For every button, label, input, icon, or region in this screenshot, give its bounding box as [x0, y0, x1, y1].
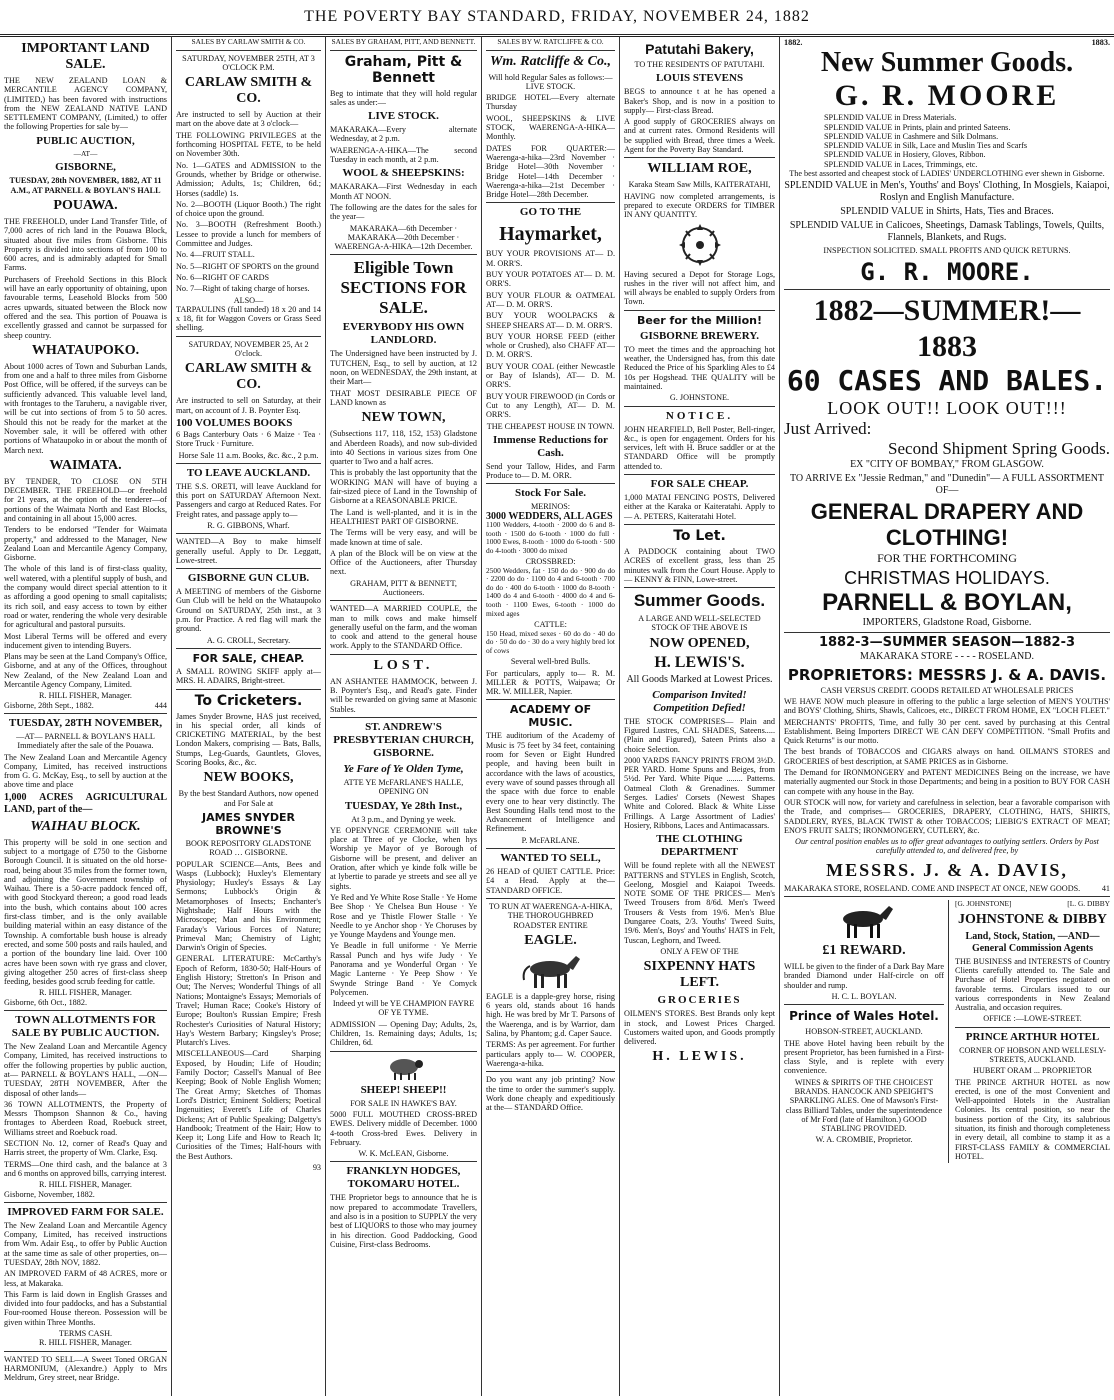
- signature-3-date: Gisborne, November, 1882.: [4, 1189, 95, 1199]
- auction-place: GISBORNE,: [55, 161, 116, 174]
- davis-offer: WE HAVE NOW much pleasure in offering to the public a large selection of MEN'S YOUTHS' and BOYS' Clothing, Shirts, Shawls, Calicoes, etc., DIRECT FROM HOME, EX "LOCH FLEET.": [784, 696, 1110, 716]
- lewis-heading: H. LEWIS'S.: [654, 653, 745, 671]
- signature-3: R. HILL FISHER, Manager.: [39, 1180, 132, 1190]
- privilege-2: No. 2—BOOTH (Liquor Booth.) The right of choice upon the ground.: [176, 199, 321, 219]
- to-arrive: TO ARRIVE Ex "Jessie Redman," and "Dunedin"— A FULL ASSORTMENT OF—: [789, 472, 1105, 496]
- saw-blade-icon: [670, 222, 730, 268]
- tokomaru-text: THE Proprietor begs to announce that he is now prepared to accommodate Travellers, and also is in a position to SUPPLY the very best of LIQUORS to those who may journey in his direction. Good Paddocking, Good Cuisine, First-class Bedrooms.: [330, 1193, 477, 1249]
- miller-potts: For particulars, apply to— R. M. MILLER & POTTS, Waipawa; Or MR. W. MILLER, Napier.: [486, 668, 615, 697]
- look-out: LOOK OUT!! LOOK OUT!!!: [827, 397, 1067, 418]
- cricketers-heading: To Cricketers.: [194, 692, 303, 709]
- farm-intro: The New Zealand Loan and Mercantile Agency Company, Limited, has received instructions from Wm. Adair Esq., to offer by Public Auction at the same time as sale of other properties, on— TUESDAY, 28th NOV, 1882.: [4, 1220, 167, 1267]
- tag-dibby: [L. G. DIBBY: [1067, 899, 1110, 909]
- column-5: [620, 36, 780, 1396]
- parnell-hall: —AT— PARNELL & BOYLAN'S HALL Immediately after the sale of the Pouawa.: [16, 731, 155, 751]
- own-landlord: EVERYBODY HIS OWN LANDLORD.: [342, 321, 465, 347]
- pouawa-text: THE FREEHOLD, under Land Transfer Title, of 7,000 acres of rich land in the Pouawa Block, situated about five miles from Gisborne. This Property is divided into sections of from 100 to 600 acres, and is admirably adapted for Small Farms.: [4, 216, 167, 273]
- hubert-oram: HUBERT ORAM ... PROPRIETOR: [973, 1066, 1092, 1076]
- importers: IMPORTERS, Gladstone Road, Gisborne.: [862, 616, 1032, 628]
- land-stock-station: Land, Stock, Station, —AND— General Commission Agents: [965, 930, 1100, 954]
- sale-date-2: SATURDAY, NOVEMBER 25, At 2 O'clock.: [188, 339, 309, 359]
- crombie-signature: W. A. CROMBIE, Proprietor.: [815, 1135, 913, 1145]
- column-2: [172, 36, 326, 1396]
- bakery-text: BEGS to announce t at he has opened a Baker's Shop, and is now in a position to supply— First-class Bread.: [624, 87, 775, 115]
- volumes-books: 100 VOLUMES BOOKS: [176, 416, 293, 429]
- value-2: SPLENDID VALUE in Prints, plain and printed Sateens.: [824, 122, 1011, 132]
- wool-sale: MAKARAKA—First Wednesday in each Month AT NOON.: [330, 182, 477, 201]
- quarter-dates: DATES FOR QUARTER:— Waerenga-a-hika—23rd November · Bridge Hotel—30th November · Bridge Hotel—14th December · Waerenga-a-hika—21st December · Bridge Hotel—28th December.: [486, 143, 615, 200]
- new-summer-goods: New Summer Goods.: [820, 47, 1074, 79]
- masthead: THE POVERTY BAY STANDARD, FRIDAY, NOVEMBER 24, 1882: [0, 0, 1114, 37]
- eagle-heading: EAGLE.: [524, 932, 577, 948]
- easy-terms: The Terms will be very easy, and will be made known at time of sale.: [330, 528, 477, 547]
- whataupoko-text: About 1000 acres of Town and Suburban Lands, from one and a half to three miles from Gisborne Post Office, will be offered, if the surveys can be sufficiently advanced. This valuable level land, with frontages to the Taruheru, a navigable river, will be cut into sections of from 5 to 50 acres. Should this not be ready for the market at the November sale, it will be offered with other portions of Whataupoko in or about the month of March next.: [4, 361, 167, 455]
- cattle-list: 150 Head, mixed sexes · 60 do do · 40 do do · 50 do do · 30 do a very highly bred lot of cows: [486, 628, 615, 655]
- bulls: Several well-bred Bulls.: [510, 657, 591, 667]
- at-label: —AT—: [73, 148, 98, 158]
- signature-1-date: Gisborne, 28th Sept., 1882.: [4, 700, 94, 710]
- johnstone-signature: G. JOHNSTONE.: [669, 393, 730, 403]
- working-man: This is probably the last opportunity that the WORKING MAN will have of buying a fair-sized piece of Land in the Township of Gisborne at a REASONABLE PRICE.: [330, 468, 477, 506]
- makaraka-sale: MAKARAKA—Every alternate Wednesday, at 2 p.m.: [330, 125, 477, 144]
- tuesday-heading: TUESDAY, 28TH NOVEMBER,: [8, 716, 163, 729]
- waihau-heading: WAIHAU BLOCK.: [30, 818, 141, 834]
- patutahi-residents: TO THE RESIDENTS OF PATUTAHI.: [634, 60, 765, 69]
- acres-line: 1,000 ACRES AGRICULTURAL LAND, part of the—: [4, 791, 167, 815]
- miscellaneous: MISCELLANEOUS—Card Sharping Exposed, by Houdin; Life of Houdin; Family Doctor; Cassell's Manual of Bee Keeping; Book of Noble English Women; The Great Army; Sketches of Thomas Lord's District; Eminent Soldiers; Poetical Ingenuities; Everett's Life of Charles Dickens; Art of Public Speaking; Dalgetty's Handbook; Treatment of the Hair; How to Keep it; Long Life and How to Reach It; Curiosities of the Times; Half-hours with the Best Authors.: [176, 1049, 321, 1161]
- buy-firewood: BUY YOUR FIREWOOD (in Cords or Cut to any Length), AT— D. M. ORR'S.: [486, 391, 615, 420]
- new-books-text: By the best Standard Authors, now opened and For Sale at: [178, 789, 319, 808]
- ratcliffe-intro: Will hold Regular Sales as follows:— LIVE STOCK.: [488, 72, 613, 91]
- buy-provisions: BUY YOUR PROVISIONS AT— D. M. ORR'S.: [486, 249, 615, 268]
- waerenga-run: TO RUN AT WAERENGA-A-HIKA, THE THOROUGHBRED ROADSTER ENTIRE: [488, 901, 613, 930]
- carlaw-firm-1: CARLAW SMITH & CO.: [184, 75, 313, 107]
- value-5: SPLENDID VALUE in Hosiery, Gloves, Ribbon.: [824, 150, 986, 160]
- saw-mills: Karaka Steam Saw Mills, KAITERATAHI,: [628, 180, 771, 190]
- privilege-4: No. 4—FRUIT STALL.: [176, 250, 255, 260]
- brewery-text: TO meet the times and the approaching hot weather, the Undersigned has, from this date Reduced the Price of his Sparkling Ales to £4 10s per Hogshead. THE QUALITY will be maintained.: [624, 344, 775, 391]
- eagle-text: EAGLE is a dapple-grey horse, rising 6 years old, stands about 16 hands high. He was bred by Mr T. Parsons of the Waerenga, and is by Warrior, dam Salina, by Phantom; g.d. Caper Sauce.: [486, 991, 615, 1039]
- christmas-holidays: CHRISTMAS HOLIDAYS.: [844, 567, 1050, 588]
- admission-text: ADMISSION — Opening Day; Adults, 2s, Children, 1s. Remaining days; Adults, 1s; Children, 6d.: [330, 1019, 477, 1048]
- stock-for-sale: Stock For Sale.: [515, 487, 586, 500]
- crossbred-list: 2500 Wedders, fat · 150 do do · 900 do do · 2200 do do · 1100 do 4 and 6-tooth · 700 do do · 400 do 6-tooth · 1000 do 8-tooth · 1400 do 4 and 6-tooth · 4000 do 4 and 6-tooth · 1100 Ewes, 6-tooth · 1000 do mixed ages: [486, 565, 615, 618]
- hawkes-bay: FOR SALE IN HAWKE'S BAY.: [350, 1098, 457, 1108]
- privilege-5: No. 5—RIGHT OF SPORTS on the ground: [176, 261, 319, 271]
- carlaw-firm-2: CARLAW SMITH & CO.: [184, 361, 313, 393]
- oreti-text: THE S.S. ORETI, will leave Auckland for this port on SATURDAY Afternoon Next. Passengers and cargo at Reduced Rates. For Freight rates, and passage apply to—: [176, 481, 321, 519]
- desirable-land: THAT MOST DESIRABLE PIECE OF LAND known as: [330, 388, 477, 407]
- land-sale-intro: THE NEW ZEALAND LOAN & MERCANTILE AGENCY COMPANY, (LIMITED,) has been favored with instructions from the NEW ZEALAND NATIVE LAND SETTLEMENT COMPANY, (Limited,) to offer the following Properties for sale by—: [4, 76, 167, 132]
- signature-4: R. HILL FISHER, Manager.: [39, 1338, 132, 1348]
- tarpaulins: TARPAULINS (full tanded) 18 x 20 and 14 x 18, fit for Waggon Covers or Grass Seed shelling.: [176, 304, 321, 333]
- sale-date-1: SATURDAY, NOVEMBER 25TH, AT 3 O'CLOCK P.M.: [182, 53, 315, 72]
- value-6: SPLENDID VALUE in Laces, Trimmings, etc.: [824, 159, 978, 169]
- tutchen-text: The Undersigned have been instructed by J. TUTCHEN, Esq., to sell by auction, at 12 noon, on WEDNESDAY, the 29th instant, at their Mart—: [330, 349, 477, 387]
- groceries-heading: GROCERIES: [657, 994, 742, 1007]
- new-books-heading: NEW BOOKS,: [203, 770, 294, 786]
- column-4: [482, 36, 620, 1396]
- dates-intro: The following are the dates for the sales for the year—: [330, 202, 477, 222]
- ratcliffe-firm: Wm. Ratcliffe & Co.,: [489, 53, 612, 69]
- reward-heading: £1 REWARD.: [822, 943, 906, 959]
- merinos-list: 1100 Wedders, 4-tooth · 2000 do 6 and 8-tooth · 1500 do 6-tooth · 1000 do full · 1000 Ewes, 8-tooth · 1000 do 6-tooth · 500 do 4-tooth · 3000 do mixed: [486, 519, 615, 555]
- olden-tyme: Ye Fare of Ye Olden Tyme,: [343, 762, 464, 775]
- horse-sale: Horse Sale 11 a.m. Books, &c. &c., 2 p.m.: [178, 450, 319, 460]
- gpb-sales-header: SALES BY GRAHAM, PITT, AND BENNETT.: [331, 37, 476, 46]
- ewes-5000: 5000 FULL MOUTHED CROSS-BRED EWES. Delivery middle of December. 1000 4-tooth Cross-bred Ewes. Delivery in February.: [330, 1109, 477, 1147]
- go-to-the: GO TO THE: [519, 206, 582, 219]
- privilege-6: No. 6—RIGHT OF CARDS: [176, 272, 270, 282]
- allotments-intro: The New Zealand Loan and Mercantile Agency Company, Limited, has received instructions to offer the following properties by public auction, at— PARNELL & BOYLAN'S HALL, —ON— TUESDAY, 28TH NOVEMBER, After the disposal of other lands—: [4, 1042, 167, 1098]
- value-1: SPLENDID VALUE in Dress Materials.: [824, 113, 957, 123]
- live-stock-heading: LIVE STOCK.: [368, 110, 439, 123]
- waimata-quality: The whole of this land is of first-class quality, well watered, with a plentiful supply of bush, and the company would direct special attention to it as affording a good opening to small capitalists; its rich soil, and easy access to town by either road or water, rendering the whole very desirable for agricultural and pastoral pursuits.: [4, 564, 167, 630]
- browne-heading: JAMES SNYDER BROWNE'S: [201, 810, 296, 837]
- for-sale-cheap: FOR SALE, CHEAP.: [192, 651, 305, 665]
- waimata-text: BY TENDER, TO CLOSE ON 5TH DECEMBER. THE FREEHOLD—or freehold for 21 years, at the option of the tenderer—of portions of the Waimata North and East Blocks, and containing in all about 15,000 acres.: [4, 476, 167, 523]
- reward-text: WILL be given to the finder of a Dark Bay Mare branded Diamond under Half-circle on off shoulder and rump.: [784, 962, 944, 990]
- waerenga-sale: WAERENGA-A-HIKA—The second Tuesday in each month, at 2 p.m.: [330, 145, 477, 165]
- brewery-heading: GISBORNE BREWERY.: [639, 329, 760, 342]
- notice-heading: NOTICE.: [665, 409, 734, 422]
- immense-reductions: Immense Reductions for Cash.: [493, 433, 608, 459]
- sale-dates: MAKARAKA—6th December · MAKARAKA—20th December · WAERENGA-A-HIKA—12th December.: [334, 223, 473, 252]
- carlaw-intro: Are instructed to sell by Auction at their mart on the above date at 3 o'clock—: [176, 110, 321, 129]
- comparison-invited: Comparison Invited! Competition Defied!: [652, 688, 747, 714]
- our-stock: OUR STOCK will now, for variety and carefulness in selection, bear a favorable comparison with the Trade, and comprises— GROCERIES, DRAPERY, CLOTHING, HATS, SHIRTS, SADDLERY, RYES, BLACK TWIST & other TOBACCOS; LIEBIG'S EXTRACT OF MEAT; ENO'S FRUIT SALTS; IRONMONGERY, CUTLERY, &c.: [784, 797, 1110, 835]
- auction-date: TUESDAY, 28th NOVEMBER, 1882, AT 11 A.M., AT PARNELL & BOYLAN'S HALL: [9, 176, 162, 195]
- sixpenny-hats: SIXPENNY HATS LEFT.: [643, 959, 756, 991]
- davis-proprietors: PROPRIETORS: MESSRS J. & A. DAVIS.: [787, 665, 1107, 684]
- year-1883: 1883.: [1091, 38, 1110, 47]
- send-tallow: Send your Tallow, Hides, and Farm Produce to— D. M. ORR.: [486, 461, 615, 481]
- lowest-prices: All Goods Marked at Lowest Prices.: [626, 673, 773, 685]
- stalles-list: Ye Red and Ye White Rose Stalle · Ye Home Bee Shop · Ye Chelsea Bun House · Ye Rose and ye Thistle Flower Stalle · Ye Needle to ye Anchor shop · Ye Choruses by ye Younge Maydens and Younge men.: [330, 892, 477, 940]
- summer-season: 1882-3—SUMMER SEASON—1882-3: [818, 634, 1076, 650]
- waihau-intro: The New Zealand Loan and Mercantile Agency Company, Limited, has received instructions from G. G. McKay, Esq., to sell by auction at the above time and place: [4, 752, 167, 790]
- mcfarlane-signature: P. McFARLANE.: [521, 835, 580, 845]
- liberal-terms: Most Liberal Terms will be offered and every inducement given to intending Buyers.: [4, 631, 167, 650]
- hearfield-notice: JOHN HEARFIELD, Bell Poster, Bell-ringer, &c., is open for engagement. Orders for his services, left with H. Bruce saddler or at the STANDARD Office will be promptly attended to.: [624, 424, 775, 471]
- prince-of-wales: Prince of Wales Hotel.: [789, 1009, 939, 1024]
- office-lowe: OFFICE :—LOWE-STREET.: [983, 1014, 1082, 1024]
- column-1: [0, 36, 172, 1396]
- gpb-intro: Beg to intimate that they will hold regular sales as under:—: [330, 88, 477, 107]
- poynter-sale: Are instructed to sell on Saturday, at their mart, on account of J. B. Poynter Esq.: [176, 396, 321, 415]
- large-stock: A LARGE AND WELL-SELECTED STOCK OF THE ABOVE IS: [638, 614, 761, 633]
- privileges-text: THE FOLLOWING PRIVILEGES at the forthcoming HOSPITAL FETE, to be held on November 30th.: [176, 130, 321, 159]
- beer-heading: Beer for the Million!: [637, 313, 762, 327]
- eligible-town-heading: Eligible Town SECTIONS FOR SALE.: [340, 258, 467, 318]
- signature-1: R. HILL FISHER, Manager.: [39, 691, 132, 701]
- terms-cash: TERMS CASH.: [58, 1329, 113, 1339]
- column-3: [326, 36, 482, 1396]
- general-literature: GENERAL LITERATURE: McCarthy's Epoch of Reform, 1830-50; Half-Hours of English History; Stretton's In Prison and Out; The Nerves; Wonderful Things of all Nations; Montaigne's Essays; Memorials of Travel; Human Race; Cooke's History of Europe; Boulton's Russian Empire; Fresh Rochester's Curiosities of Natural History; Hay's Western Barbary; Kingsley's Prose; Plutarch's Lives.: [176, 954, 321, 1048]
- sale-items: 6 Bags Canterbury Oats · 6 Maize · Tea · Store Truck · Furniture.: [176, 429, 321, 449]
- lost-heading: LOST.: [373, 657, 434, 673]
- fancy-prints: 2000 YARDS FANCY PRINTS FROM 3½D. PER YARD. Home Spuns and Beiges, from 5½d. Per Yard. White Pique ........ Patterns. Oatmeal Cloth & Grenadines. Summer Serges. Ladies' Corsets (Newest Shapes White and Colored. Black & White Lisse Frillings. A Large Assortment of Ladies' Hosiery, Ribbons, Laces and Antimacassars.: [624, 755, 775, 830]
- second-shipment: Second Shipment Spring Goods.: [888, 438, 1110, 458]
- hobson-street: HOBSON-STREET, AUCKLAND.: [805, 1027, 923, 1037]
- for-sale-cheap-5: FOR SALE CHEAP.: [650, 478, 749, 491]
- cash-credit: CASH VERSUS CREDIT. GOODS RETAILED AT WHOLESALE PRICES: [820, 685, 1074, 695]
- wool-sheepskins: WOOL, SHEEPSKINS & LIVE STOCK, WAERENGA-A-HIKA—Monthly.: [486, 113, 615, 142]
- paddock-text: A PADDOCK containing about TWO ACRES of excellent grass, less than 25 minutes walk from the Court House. Apply to— KENNY & FINN, Lowe-street.: [624, 546, 775, 584]
- gr-moore-heading: G. R. MOORE: [834, 79, 1060, 113]
- waimata-tender: Tenders to be endorsed "Tender for Waimata property," and addressed to the Manager, New Zealand Loan and Mercantile Agency Company, Gisborne.: [4, 525, 167, 563]
- buy-woolpacks: BUY YOUR WOOLPACKS & SHEEP SHEARS AT— D. M. ORR'S.: [486, 311, 615, 330]
- skiff-ad: A SMALL ROWING SKIFF apply at— MRS. H. ADAIRS, Bright-street.: [176, 666, 321, 686]
- buy-flour: BUY YOUR FLOUR & OATMEAL AT— D. M. ORR'S.: [486, 290, 615, 309]
- improved-farm-heading: IMPROVED FARM FOR SALE.: [7, 1205, 164, 1218]
- summer-goods-heading: Summer Goods.: [633, 591, 766, 611]
- wanted-to-sell: WANTED TO SELL,: [500, 852, 601, 865]
- makaraka-store: MAKARAKA STORE - - - - ROSELAND.: [860, 650, 1034, 662]
- oilmens-stores: OILMEN'S STORES. Best Brands only kept in stock, and Lowest Prices Charged. Customers waited upon, and Goods promptly delivered.: [624, 1009, 775, 1047]
- bridge-hotel: BRIDGE HOTEL—Every alternate Thursday: [486, 93, 615, 112]
- hobson-wellesly: CORNER OF HOBSON AND WELLESLY-STREETS, AUCKLAND.: [959, 1045, 1106, 1064]
- ad-number-41: 41: [1101, 883, 1110, 893]
- waihau-text: This property will be sold in one section and subject to a mortgage of £750 to the Gisborne Borough Council. It is situated on the old horse-road, being about 35 miles from the former town, and adjoining the Government township of Waihau. There is a 50-acre paddock fenced off, with good Stockyard thereon; a good road leads into the bush, which contains about 100 acres first-class timber, and is the only available building material within an easy distance of the Township. A comfortable bush house is already erected, and some 500 posts and rails hauled, and a portion of the boundary line laid. Over 100 acres have been sown with rye grass and clover, giving altogether 250 acres of first-class sheep feeding, besides good scrub feeding for cattle.: [4, 837, 167, 987]
- city-of-bombay: EX "CITY OF BOMBAY," FROM GLASGOW.: [850, 458, 1044, 470]
- buy-potatoes: BUY YOUR POTATOES AT— D. M. ORR'S.: [486, 270, 615, 289]
- healthiest-part: The Land is well-planted, and it is in the HEALTHIEST PART OF GISBORNE.: [330, 507, 477, 526]
- gpb-signature: GRAHAM, PITT & BENNETT, Auctioneers.: [350, 578, 457, 597]
- mare-icon: [829, 902, 899, 940]
- job-printing: Do you want any job printing? Now the time to order the summer's supply. Work done cheaply and expeditiously at the— STANDARD Office.: [486, 1075, 615, 1113]
- organ-ad: WANTED TO SELL—A Sweet Toned ORGAN HARMONIUM, (Alexandre.) Apply to Mrs Meldrum, Grey street, near Bridge.: [4, 1354, 167, 1383]
- depot-text: Having secured a Depot for Storage Logs, rushes in the river will not affect him, and will always be enabled to supply Orders from Town.: [624, 269, 775, 307]
- davis-footer: MESSRS. J. & A. DAVIS,: [826, 859, 1068, 880]
- underclothing: The best assorted and cheapest stock of LADIES' UNDERCLOTHING ever shewn in Gisborne.: [789, 169, 1105, 179]
- boylan-signature: H. C. L. BOYLAN.: [831, 991, 897, 1001]
- academy-heading: ACADEMY OF MUSIC.: [509, 703, 592, 730]
- new-town-heading: NEW TOWN,: [361, 410, 446, 426]
- allotment-terms: TERMS—One third cash, and the balance at 3 and 6 months on approved bills, carrying interest.: [4, 1159, 167, 1178]
- summer-banner: 1882—SUMMER!—1883: [813, 293, 1081, 363]
- calicoes: SPLENDID VALUE in Calicoes, Sheetings, Damask Tablings, Towels, Quilts, Flannels, Blankets, and Rugs.: [789, 220, 1105, 244]
- column-6: [780, 36, 1114, 1396]
- cricket-text: James Snyder Browne, HAS just received, in his special order, all kinds of CRICKETING MATERIAL, by the best London Makers, comprising — Bats, Balls, Stumps, Leg-Guards, Gauntlets, Gloves, Scoring Books, &c., &c.: [176, 711, 321, 768]
- signature-2: R. HILL FISHER, Manager.: [39, 988, 132, 998]
- privilege-3: No. 3—BOOTH (Refreshment Booth.) Lessee to provide a lunch for members of Committee and Judges.: [176, 220, 321, 249]
- william-roe: WILLIAM ROE,: [647, 161, 752, 177]
- ironmongery: The Demand for IRONMONGERY and PATENT MEDICINES Being on the increase, we have materially augmented our Stock in those Departments; and being in a position to BUY FOR CASH can compete with any house in the Bay.: [784, 768, 1110, 796]
- plans-text: Plans may be seen at the Land Company's Office, Gisborne, and at any of the Offices, throughout New Zealand, of the New Zealand Loan and Mercantile Agency Company, Limited.: [4, 652, 167, 690]
- forthcoming: FOR THE FORTHCOMING: [877, 550, 1017, 565]
- pouawa-text-2: Purchasers of Freehold Sections in this Block will have an early opportunity of obtaining, upon favourable terms, Leasehold Blocks from 500 acres upwards, situated between the Block now offered and the sea. This portion of Pouawa is excellently grassed and cannot be surpassed for sheep country.: [4, 274, 167, 340]
- public-auction: PUBLIC AUCTION,: [36, 134, 135, 147]
- horse-icon: [516, 952, 586, 990]
- cooper-terms: TERMS: As per agreement. For further particulars apply to— W. COOPER, Waerenga-a-hika.: [486, 1040, 615, 1068]
- ad-number-93: 93: [312, 1163, 321, 1173]
- merchants-profits: MERCHANTS' PROFITS, Time, and fully 30 per cent. saved by purchasing at this Central Establishment. Being Importers DIRECT WE CAN DEFY COMPETITION. "Small Profits and Quick Returns" is our motto.: [784, 717, 1110, 746]
- stock-comprises: THE STOCK COMPRISES— Plain and Figured Lustres, CAL SHADES, Sateens.....(Plain and Figured), Sateen Prints also a choice Selection.: [624, 716, 775, 754]
- value-4: SPLENDID VALUE in Silk, Lace and Muslin Ties and Scarfs: [824, 141, 1028, 151]
- tag-johnstone: [G. JOHNSTONE]: [955, 899, 1012, 909]
- farm-text: This Farm is laid down in English Grasses and divided into four paddocks, and has a Substantial Four-roomed House thereon. Possession will be given within Three Months.: [4, 1289, 167, 1327]
- clothing-department: THE CLOTHING DEPARTMENT: [656, 833, 743, 859]
- bakery-heading: Patutahi Bakery,: [645, 41, 754, 57]
- clothing-text: Will be found replete with all the NEWEST PATTERNS and STYLES in English, Scotch, Geelong, Mosgiel and Kaiapoi Tweeds. NOTE SOME OF THE PRICES— Men's Tweed Trousers from 8/6d. Men's Tweed Trousers & Vests from 19/6. Men's Blue Dungaree Coats, 2/3. Youths' Tweed Suits, 19/6. Men's, Boys' and Youths' HATS in Felt, Tuscan, Leghorn, and Tweed.: [624, 861, 775, 945]
- also-label: ALSO—: [233, 295, 264, 305]
- to-let-heading: To Let.: [673, 527, 726, 544]
- pouawa-heading: POUAWA.: [53, 197, 118, 213]
- subsections: (Subsections 117, 118, 152, 153) Gladstone and Aberdeen Roads), and now sub-divided into 40 Sections in various sizes from One quarter to Two and a half acres.: [330, 429, 477, 467]
- buy-horse-feed: BUY YOUR HORSE FEED (either whole or Crushed), also CHAFF AT— D. M. ORR'S.: [486, 331, 615, 360]
- johnstone-dibby: JOHNSTONE & DIBBY: [957, 911, 1108, 927]
- carlaw-sales-header: SALES BY CARLAW SMITH & CO.: [191, 37, 306, 46]
- gr-moore-footer: G. R. MOORE.: [860, 257, 1034, 286]
- louis-stevens: LOUIS STEVENS: [655, 72, 744, 85]
- haymarket-heading: Haymarket,: [499, 223, 602, 246]
- lewis-footer: H. LEWIS.: [652, 1049, 747, 1065]
- just-arrived: Just Arrived:: [784, 418, 872, 438]
- year-1882: 1882.: [784, 38, 803, 47]
- cattle-heading: CATTLE:: [534, 620, 567, 630]
- gun-club-heading: GISBORNE GUN CLUB.: [187, 572, 310, 585]
- town-allotments-heading: TOWN ALLOTMENTS FOR SALE BY PUBLIC AUCTION.: [11, 1014, 160, 1040]
- book-repository: BOOK REPOSITORY GLADSTONE ROAD … GISBORNE.: [185, 838, 312, 858]
- mclean-signature: W. K. McLEAN, Gisborne.: [358, 1149, 449, 1159]
- cases-and-bales: 60 CASES AND BALES.: [786, 363, 1108, 397]
- central-position: Our central position enables us to offer great advantages to outlying settlers. Orders by Post carefully attended to, and delivered free, by: [795, 837, 1099, 856]
- sheep-heading: SHEEP! SHEEP!!: [360, 1083, 447, 1096]
- gibbons-signature: R. G. GIBBONS, Wharf.: [207, 520, 290, 530]
- crossbred-heading: CROSSBRED:: [525, 557, 576, 567]
- tobaccos: The best brands of TOBACCOS and CIGARS always on hand. OILMAN'S STORES and GROCERIES of best description, at SAME PRICES as in Gisborne.: [784, 747, 1110, 766]
- allotments-36: 36 TOWN ALLOTMENTS, the Property of Messrs Thompson Shannon & Co., having frontages to Aberdeen Road, Roebuck street, Williams street and Roebuck road.: [4, 1099, 167, 1137]
- land-sale-heading: IMPORTANT LAND SALE.: [21, 41, 150, 72]
- farm-48-acres: AN IMPROVED FARM of 48 ACRES, more or less, at Makaraka.: [4, 1269, 167, 1288]
- prince-arthur: PRINCE ARTHUR HOTEL: [965, 1030, 1100, 1043]
- shirts-hats: SPLENDID VALUE in Shirts, Hats, Ties and Braces.: [840, 206, 1054, 218]
- wanted-boy: WANTED—A Boy to make himself generally useful. Apply to Dr. Leggatt, Lowe-street.: [176, 537, 321, 565]
- married-couple: WANTED—A MARRIED COUPLE, the man to milk cows and make himself generally useful on the farm, and the woman to cook and attend to the general house work. Apply to the STANDARD Office.: [330, 604, 477, 651]
- auckland-heading: TO LEAVE AUCKLAND.: [186, 466, 311, 479]
- wines-spirits: WINES & SPIRITS OF THE CHOICEST BRANDS. HANCOCK AND SPEIGHT'S SPARKLING ALES. One of Mawson's First-class Billiard Tables, under the superintendence of Mr Ford (late of Hamilton.) GOOD STABLING PROVIDED.: [785, 1077, 943, 1134]
- value-3: SPLENDID VALUE in Cashmere and Silk Dolmans.: [824, 131, 999, 141]
- now-opened: NOW OPENED,: [649, 635, 750, 651]
- croll-signature: A. G. CROLL, Secretary.: [206, 635, 291, 645]
- franklyn-heading: FRANKLYN HODGES, TOKOMARU HOTEL.: [346, 1165, 461, 1191]
- inspection-solicited: INSPECTION SOLICITED. SMALL PROFITS AND QUICK RETURNS.: [823, 246, 1071, 256]
- prince-arthur-text: THE PRINCE ARTHUR HOTEL as now erected, is one of the most Convenient and Well-appointed Hotels in the Australian Colonies. Its central position, so near the business portion of the City, its salubrious situation, its finish and thorough completeness in every detail, all combine to stamp it as a FIRST-CLASS FAMILY & COMMERCIAL HOTEL.: [955, 1077, 1110, 1161]
- privilege-7: No. 7—Right of taking charge of horses.: [176, 284, 310, 294]
- tuesday-28th: TUESDAY, Ye 28th Inst.,: [344, 799, 463, 812]
- plan-view: A plan of the Block will be on view at the Office of the Auctioneers, after Thursday next.: [330, 548, 477, 577]
- champion-fayre: Indeed yt will be YE CHAMPION FAYRE OF YE TYME.: [332, 999, 475, 1018]
- merinos-heading: MERINOS:: [530, 502, 571, 512]
- groceries-text: A good supply of GROCERIES always on and at current rates. Ormond Residents will be supplied with Bread, three times a Week. Agent for the Poverty Bay Standard.: [624, 117, 775, 155]
- academy-text: THE auditorium of the Academy of Music is 75 feet by 34 feet, containing room for Seven or Eight Hundred people, and having been built in accordance with the laws of acoustics, every wave of sound passes through all the space with due force to enable every one to hear very distinctly. The Best Sounding Halls tend most to the Advancement of Intelligence and Refinement.: [486, 731, 615, 834]
- section-12: SECTION No. 12, corner of Read's Quay and Harris street, the property of Wm. Clarke, Esq.: [4, 1139, 167, 1158]
- ratcliffe-header: SALES BY W. RATCLIFFE & CO.: [497, 37, 604, 46]
- ad-number-444: 444: [154, 700, 167, 710]
- gpb-firm: Graham, Pitt & Bennett: [344, 53, 463, 86]
- fencing-posts: 1,000 MATAI FENCING POSTS, Delivered either at the Karaka or Kaiteratahi. Apply to— A. PETERS, Kaiteratahi Hotel.: [624, 493, 775, 521]
- sheep-icon: [382, 1055, 426, 1081]
- wool-heading: WOOL & SHEEPSKINS:: [342, 167, 465, 180]
- buy-coal: BUY YOUR COAL (either Newcastle or Bay of Islands), AT— D. M. ORR'S.: [486, 361, 615, 390]
- hotel-rebuilt: THE above Hotel having been rebuilt by the present Proprietor, has been furnished in a First-class Style, and is replete with every convenience.: [784, 1038, 944, 1076]
- whataupoko-heading: WHATAUPOKO.: [31, 342, 140, 358]
- only-a-few: ONLY A FEW OF THE: [660, 946, 739, 956]
- ceremonie-text: YE OPENYNGE CEREMONIE will take place at Three of ye Clocke, when hys Worship ye Mayor of ye Borough of Gisborne will be present, and deliver an Oration, after which ye kinde folk wille be at lybertie to parade ye streets and see all ye sights.: [330, 825, 477, 891]
- cheapest-house: THE CHEAPEST HOUSE IN TOWN.: [486, 421, 615, 431]
- timber-orders: HAVING now completed arrangements, is prepared to execute ORDERS for TIMBER IN ANY QUANTITY.: [624, 191, 775, 220]
- parnell-boylan: PARNELL & BOYLAN,: [822, 588, 1072, 616]
- mcfarlane-halle: ATTE YE McFARLANE'S HALLE, OPENING ON: [343, 777, 464, 797]
- business-interests: THE BUSINESS and INTERESTS of Country Clients carefully attended to. The Sale and Purchase of Hotel Properties negotiated on favorable terms. Circulars issued to our various correspondents in New Zealand Australia, and occasion requires.: [955, 956, 1110, 1013]
- gun-club-text: A MEETING of members of the Gisborne Gun Club will be held on the Whataupoko Ground on SATURDAY, 25th inst., at 3 p.m. for Practice. A red flag will mark the ground.: [176, 587, 321, 634]
- quiet-cattle: 26 HEAD of QUIET CATTLE. Price: £4 a Head. Apply at the— STANDARD OFFICE.: [486, 867, 615, 895]
- come-and-inspect: MAKARAKA STORE, ROSELAND. COME AND INSPECT AT ONCE, NEW GOODS.: [784, 883, 1081, 893]
- hammock-ad: AN ASHANTEE HAMMOCK, between J. B. Poynter's Esq., and Read's gate. Finder will be rewarded on giving same at Masonic Stables.: [330, 676, 477, 714]
- amusements-list: Ye Beadle in full uniforme · Ye Merrie Rassal Punch and hys wife Judy · Ye Panorama and ye Wonderful Organ · Ye Magic Lanterne · Ye Peep Show · Ye Swynde Stringe Band · Ye Comyck Polycemen.: [330, 941, 477, 997]
- wedders-3000: 3000 WEDDERS, ALL AGES: [486, 510, 613, 522]
- signature-2-date: Gisborne, 6th Oct., 1882.: [4, 997, 88, 1007]
- mens-clothing: SPLENDID VALUE in Men's, Youths' and Boys' Clothing, In Mosgiels, Kaiapoi, Roslyn and English Manufacture.: [784, 180, 1110, 204]
- waimata-heading: WAIMATA.: [49, 457, 122, 473]
- dyning-text: At 3 p.m., and Dyning ye week.: [351, 814, 456, 824]
- popular-science: POPULAR SCIENCE—Ants, Bees and Wasps (Lubbock); Huxley's Elementary Physiology; Huxley's Essays & Lay Sermons; Lubbock's Origin & Metamorphoses of Insects; Enchanter's Nightshade; Half Hours with the Microscope; Man and his Environment; Faraday's Various Forces of Nature; Primeval Man; Chemistry of Light; Darwin's Origin of Species.: [176, 859, 321, 953]
- st-andrews-heading: ST. ANDREW'S PRESBYTERIAN CHURCH, GISBORNE.: [333, 720, 474, 759]
- general-drapery: GENERAL DRAPERY AND CLOTHING!: [810, 498, 1084, 550]
- privilege-1: No. 1—GATES and ADMISSION to the Grounds, whether by Bridge or otherwise. Admission; Adults, 1s; Children, 6d.; Horses (saddle) 1s.: [176, 160, 321, 198]
